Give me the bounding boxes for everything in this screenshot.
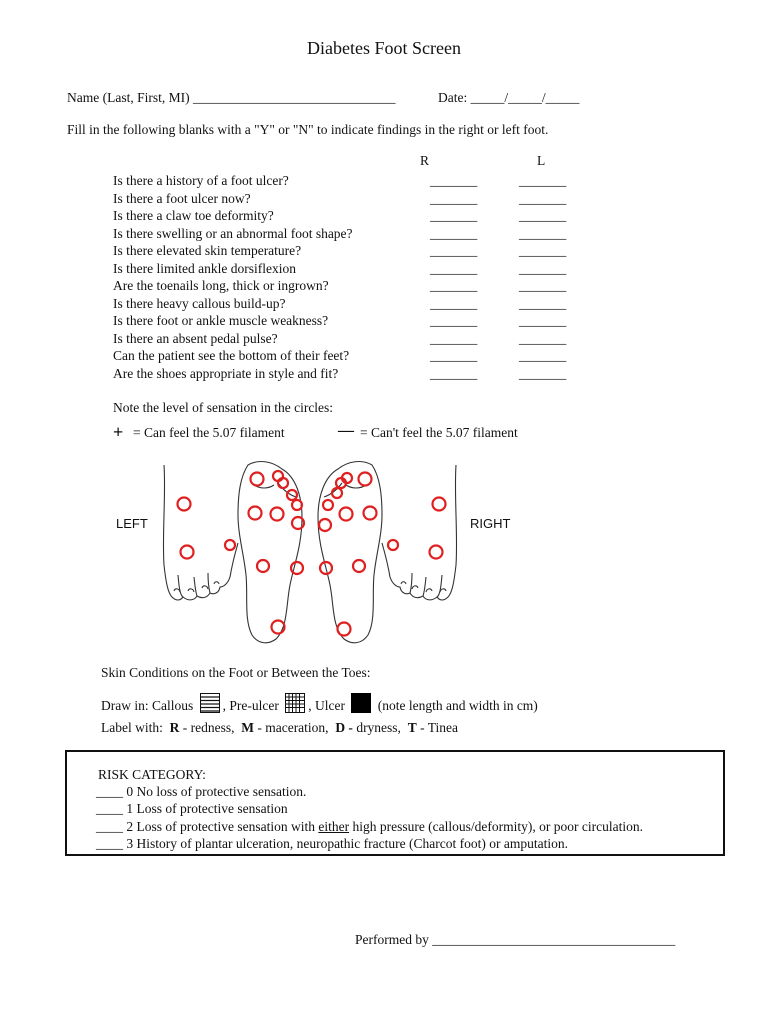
sensation-site-circle	[291, 562, 303, 574]
left-answer-blank[interactable]: _______	[519, 365, 567, 381]
left-answer-blank[interactable]: _______	[519, 295, 567, 311]
right-answer-blank[interactable]: _______	[430, 173, 478, 188]
sensation-site-circle	[178, 498, 191, 511]
right-answer-blank[interactable]: _______	[430, 313, 478, 328]
right-toe-line	[423, 577, 426, 596]
left-toe-line	[178, 575, 183, 597]
redness-text: - redness,	[179, 720, 235, 735]
right-toenail	[440, 589, 446, 592]
column-header-left: L	[537, 153, 546, 168]
risk-option-2-post: high pressure (callous/deformity), or poor circulation.	[349, 819, 643, 834]
right-toe-line	[410, 573, 412, 593]
sensation-note: Note the level of sensation in the circles:	[113, 400, 334, 415]
left-sole-outline	[238, 462, 302, 643]
left-answer-blank[interactable]: _______	[519, 348, 567, 363]
redness-key: R	[169, 720, 180, 735]
sensation-site-circle	[359, 473, 372, 486]
dryness-key: D -	[335, 720, 353, 735]
sensation-site-circle	[273, 471, 283, 481]
question-row	[113, 312, 593, 330]
question-text: Is there an absent pedal pulse?	[113, 330, 278, 346]
sensation-site-circle	[257, 560, 269, 572]
plus-symbol: +	[113, 422, 124, 442]
risk-option-0[interactable]: ____ 0 No loss of protective sensation.	[96, 784, 307, 799]
risk-option-3[interactable]: ____ 3 History of plantar ulceration, neuropathic fracture (Charcot foot) or amputation.	[96, 836, 568, 851]
left-answer-blank[interactable]: _______	[519, 225, 567, 241]
sensation-site-circle	[319, 519, 331, 531]
sensation-site-circle	[292, 500, 302, 510]
right-answer-blank[interactable]: _______	[430, 278, 478, 293]
performed-by-field[interactable]: Performed by ____________________________________	[355, 932, 676, 947]
pre-ulcer-grid-icon	[285, 693, 305, 713]
left-answer-blank[interactable]: _______	[519, 190, 567, 206]
question-list	[113, 172, 593, 382]
left-answer-blank[interactable]: _______	[519, 330, 567, 346]
question-text: Is there swelling or an abnormal foot shape?	[113, 225, 353, 241]
dryness-text: dryness,	[352, 720, 401, 735]
left-label: LEFT	[116, 516, 148, 531]
right-answer-blank[interactable]: _______	[430, 190, 478, 206]
right-toenail	[412, 586, 418, 589]
right-foot-dorsal-outline	[382, 465, 457, 600]
left-answer-blank[interactable]: _______	[519, 278, 567, 293]
right-answer-blank[interactable]: _______	[430, 330, 478, 346]
tinea-text: - Tinea	[416, 720, 458, 735]
question-text: Can the patient see the bottom of their feet?	[113, 348, 350, 363]
right-answer-blank[interactable]: _______	[430, 295, 478, 311]
right-toenail	[401, 582, 406, 584]
question-row	[113, 225, 593, 243]
risk-heading: RISK CATEGORY:	[98, 767, 206, 782]
sensation-circles	[178, 471, 446, 636]
sensation-site-circle	[249, 507, 262, 520]
question-row	[113, 295, 593, 313]
question-text: Is there heavy callous build-up?	[113, 295, 286, 311]
sensation-site-circle	[323, 500, 333, 510]
page-title: Diabetes Foot Screen	[307, 38, 461, 58]
column-header-right: R	[420, 153, 430, 168]
maceration-key: M	[241, 720, 254, 735]
left-answer-blank[interactable]: _______	[519, 173, 567, 188]
skin-heading: Skin Conditions on the Foot or Between the Toes:	[101, 665, 371, 680]
left-toenail	[188, 589, 194, 592]
question-row	[113, 190, 593, 208]
ulcer-label: , Ulcer	[308, 698, 345, 713]
maceration-text: - maceration,	[253, 720, 329, 735]
question-text: Are the toenails long, thick or ingrown?	[113, 278, 329, 293]
question-text: Is there a claw toe deformity?	[113, 208, 274, 223]
right-answer-blank[interactable]: _______	[430, 260, 478, 276]
callous-label: Draw in: Callous	[101, 698, 194, 713]
question-row	[113, 347, 593, 365]
name-field[interactable]: Name (Last, First, MI) ______________________________	[67, 90, 396, 105]
ulcer-solid-icon	[351, 693, 371, 713]
instructions: Fill in the following blanks with a "Y" or "N" to indicate findings in the right or left foot.	[67, 122, 549, 137]
left-toe-line	[194, 577, 197, 596]
question-text: Is there foot or ankle muscle weakness?	[113, 313, 329, 328]
callous-pattern-icon	[200, 693, 220, 713]
question-row	[113, 242, 593, 260]
question-row	[113, 330, 593, 348]
question-text: Is there a history of a foot ulcer?	[113, 173, 289, 188]
sensation-site-circle	[340, 508, 353, 521]
sensation-site-circle	[364, 507, 377, 520]
right-answer-blank[interactable]: _______	[430, 243, 478, 258]
right-answer-blank[interactable]: _______	[430, 348, 478, 363]
left-answer-blank[interactable]: _______	[519, 313, 567, 328]
foot-diagram	[150, 455, 470, 655]
pre-ulcer-label: , Pre-ulcer	[222, 698, 279, 713]
sensation-site-circle	[278, 478, 288, 488]
skin-draw-in-line	[101, 693, 538, 719]
sensation-site-circle	[181, 546, 194, 559]
question-row	[113, 172, 593, 190]
question-text: Is there elevated skin temperature?	[113, 243, 302, 258]
right-answer-blank[interactable]: _______	[430, 208, 478, 223]
question-row	[113, 365, 593, 383]
right-answer-blank[interactable]: _______	[430, 225, 478, 241]
skin-label-line	[101, 720, 458, 736]
label-with: Label with:	[101, 720, 163, 735]
minus-symbol: —	[338, 422, 354, 439]
right-toenail	[426, 589, 432, 592]
date-field[interactable]: Date: _____/_____/_____	[438, 90, 580, 105]
question-text: Is there limited ankle dorsiflexion	[113, 260, 296, 276]
right-answer-blank[interactable]: _______	[430, 365, 478, 381]
risk-category-box	[65, 750, 725, 856]
sensation-site-circle	[433, 498, 446, 511]
right-sole-outline	[318, 462, 382, 643]
question-text: Is there a foot ulcer now?	[113, 190, 251, 206]
sensation-site-circle	[338, 623, 351, 636]
left-answer-blank[interactable]: _______	[519, 243, 567, 258]
risk-option-2-emphasis: either	[318, 819, 350, 834]
sensation-site-circle	[272, 621, 285, 634]
sensation-site-circle	[388, 540, 398, 550]
question-row	[113, 207, 593, 225]
sensation-site-circle	[353, 560, 365, 572]
risk-option-1[interactable]: ____ 1 Loss of protective sensation	[96, 801, 288, 816]
question-row	[113, 277, 593, 295]
sensation-site-circle	[271, 508, 284, 521]
left-toenail	[174, 589, 180, 592]
risk-option-2-pre: ____ 2 Loss of protective sensation with	[96, 819, 319, 834]
left-answer-blank[interactable]: _______	[519, 260, 567, 276]
right-label: RIGHT	[470, 516, 511, 531]
tinea-key: T	[407, 720, 417, 735]
left-answer-blank[interactable]: _______	[519, 208, 567, 223]
question-row	[113, 260, 593, 278]
left-toe-line	[208, 573, 210, 593]
left-toenail	[202, 586, 208, 589]
sensation-site-circle	[251, 473, 264, 486]
left-toenail	[214, 582, 219, 584]
sensation-site-circle	[430, 546, 443, 559]
plus-legend: = Can feel the 5.07 filament	[133, 425, 285, 440]
minus-legend: = Can't feel the 5.07 filament	[360, 425, 518, 440]
sensation-site-circle	[225, 540, 235, 550]
ulcer-note: (note length and width in cm)	[377, 698, 538, 713]
question-text: Are the shoes appropriate in style and fit?	[113, 365, 339, 381]
left-foot-dorsal-outline	[163, 465, 238, 600]
right-toe-line	[437, 575, 442, 597]
risk-option-2[interactable]	[96, 819, 643, 835]
